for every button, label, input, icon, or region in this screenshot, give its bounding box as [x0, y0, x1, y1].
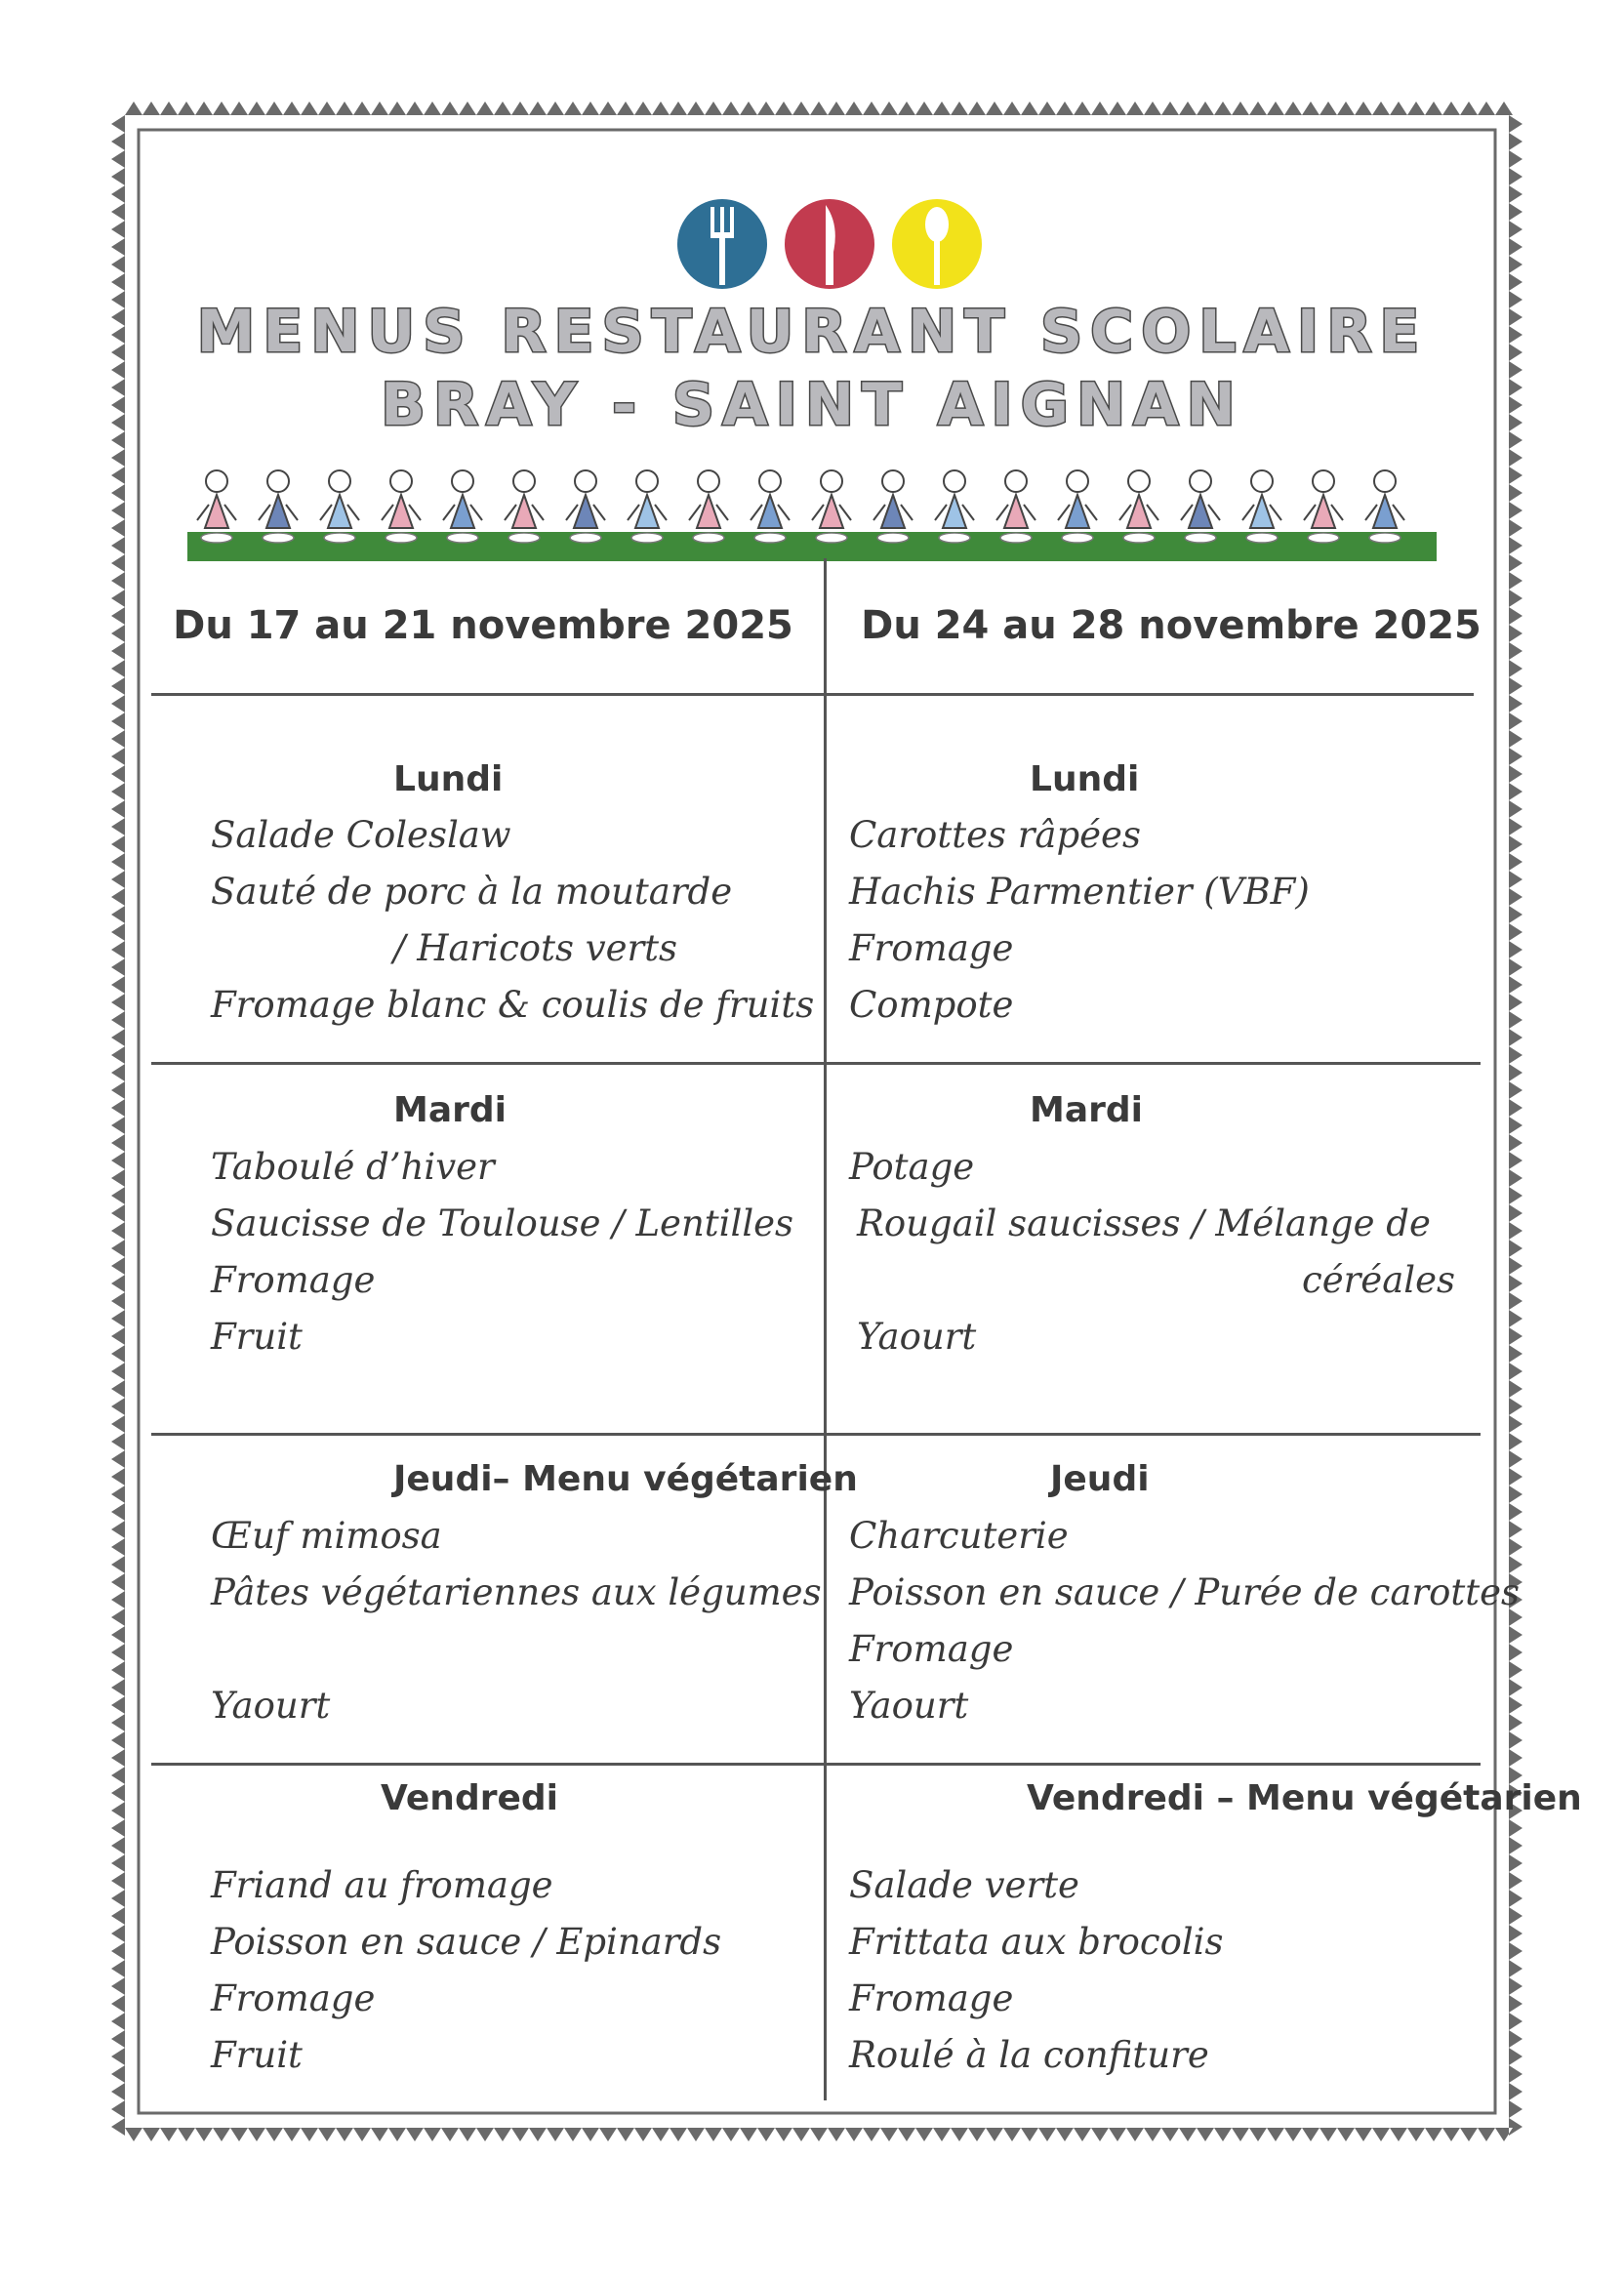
dish: / Haricots verts	[393, 927, 678, 969]
page-title: MENUS RESTAURANT SCOLAIRE	[196, 298, 1428, 366]
dish: Saucisse de Toulouse / Lentilles	[211, 1202, 794, 1244]
row-divider	[151, 693, 1474, 696]
dish: Poisson en sauce / Epinards	[211, 1921, 722, 1963]
dish: Yaourt	[849, 1685, 969, 1727]
dish: Fromage	[849, 927, 1014, 969]
dish: Œuf mimosa	[211, 1515, 442, 1557]
dish: Fromage	[211, 1977, 376, 2019]
page-subtitle: BRAY - SAINT AIGNAN	[381, 371, 1243, 439]
dish: Charcuterie	[849, 1515, 1069, 1557]
dish: Carottes râpées	[849, 814, 1141, 856]
row-divider	[151, 1433, 1481, 1436]
dish: Fromage	[211, 1259, 376, 1301]
dish: Yaourt	[211, 1685, 331, 1727]
dish: Taboulé d’hiver	[211, 1146, 495, 1188]
dish: Potage	[849, 1146, 975, 1188]
dish: Frittata aux brocolis	[849, 1921, 1224, 1963]
day-label: Lundi	[1030, 759, 1140, 799]
column-divider	[824, 558, 827, 2100]
knife-icon	[785, 199, 874, 289]
fork-icon	[677, 199, 767, 289]
day-label: Vendredi – Menu végétarien	[1027, 1778, 1582, 1818]
dish: Poisson en sauce / Purée de carottes	[849, 1571, 1520, 1613]
dish: Friand au fromage	[211, 1864, 553, 1906]
row-divider	[151, 1763, 1481, 1766]
day-label: Vendredi	[381, 1778, 558, 1818]
dish: Pâtes végétariennes aux légumes	[211, 1571, 822, 1613]
dish: Fromage	[849, 1977, 1014, 2019]
week-heading: Du 17 au 21 novembre 2025	[173, 603, 793, 648]
cutlery-logo	[673, 195, 986, 293]
dish: Salade verte	[849, 1864, 1079, 1906]
day-label: Jeudi	[1050, 1459, 1150, 1499]
row-divider	[151, 1062, 1481, 1065]
dish: Fruit	[211, 2034, 303, 2076]
dish: Roulé à la confiture	[849, 2034, 1209, 2076]
dish: céréales	[1302, 1259, 1455, 1301]
day-label: Lundi	[393, 759, 504, 799]
week-heading: Du 24 au 28 novembre 2025	[861, 603, 1482, 648]
dish: Fromage	[849, 1628, 1014, 1670]
spoon-icon	[892, 199, 982, 289]
day-label: Mardi	[393, 1090, 507, 1130]
dish: Sauté de porc à la moutarde	[211, 871, 733, 913]
dish: Fruit	[211, 1316, 303, 1358]
day-label: Jeudi– Menu végétarien	[393, 1459, 858, 1499]
dish: Compote	[849, 984, 1014, 1026]
dish: Rougail saucisses / Mélange de	[857, 1202, 1431, 1244]
dish: Fromage blanc & coulis de fruits	[211, 984, 815, 1026]
children-illustration	[187, 464, 1437, 561]
dish: Yaourt	[857, 1316, 977, 1358]
dish: Salade Coleslaw	[211, 814, 511, 856]
dish: Hachis Parmentier (VBF)	[849, 871, 1310, 913]
day-label: Mardi	[1030, 1090, 1143, 1130]
